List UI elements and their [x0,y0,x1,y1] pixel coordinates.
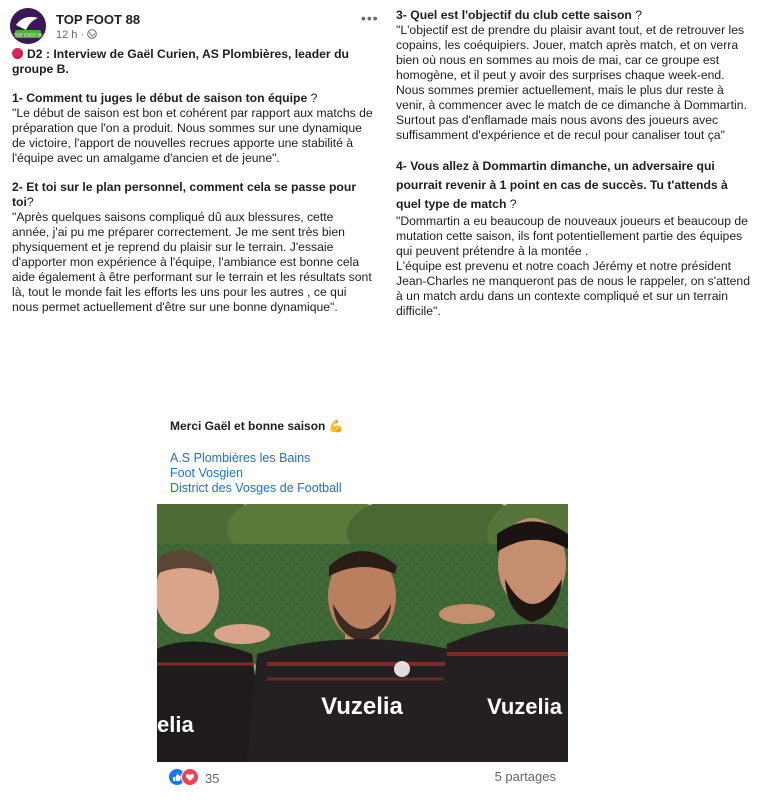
answer-1: "Le début de saison est bon et cohérent par rapport aux matchs de préparation que l'on a produit. Nous sommes sur une dynamique de victoire, l'apport de nouvelles recrues apporte une stabilité à l'équipe avec un amalgame d'ancien et de jeune". [12,106,373,165]
question-4 [396,157,754,214]
intro-text: : Interview de Gaël Curien, AS Plombières, leader du groupe B. [12,47,349,76]
question-4-mark: ? [506,197,517,211]
question-1-mark: ? [307,91,318,105]
shares-count[interactable]: 5 partages [494,769,556,784]
tag-links [170,451,342,496]
link-district-vosges[interactable]: District des Vosges de Football [170,481,342,495]
reaction-count[interactable]: 35 [205,771,220,786]
post-time[interactable]: 12 h · [56,29,88,41]
sponsor-logo-left: elia [157,712,194,737]
page-name[interactable]: TOP FOOT 88 [56,12,141,27]
page-avatar[interactable] [10,8,46,44]
post-text-left [12,47,374,315]
avatar-label: TOP FOOT 88 [13,32,43,38]
globe-icon [87,29,97,41]
link-foot-vosgien[interactable]: Foot Vosgien [170,466,243,480]
red-circle-icon [12,48,23,59]
intro-line [12,47,374,77]
thanks-text: Merci Gaël et bonne saison [170,419,329,433]
link-as-plombieres[interactable]: A.S Plombières les Bains [170,451,311,465]
love-icon [181,768,199,786]
flexed-biceps-icon: 💪 [328,419,344,433]
sponsor-logo-right: Vuzelia [487,694,562,719]
answer-4a: "Dommartin a eu beaucoup de nouveaux joueurs et beaucoup de mutation cette saison, ils font potentiellement partie des équipes qui peuvent prétendre à la montée . [396,214,748,258]
question-1 [12,91,374,106]
question-4-text: 4- Vous allez à Dommartin dimanche, un adversaire qui pourrait revenir à 1 point en cas de succès. Tu t'attends à quel type de match [396,159,728,211]
question-3-mark: ? [631,8,643,22]
team-photo[interactable] [157,504,568,762]
answer-2: "Après quelques saisons compliqué dû aux blessures, cette année, j'ai pu me préparer correctement. Je me sent très bien physiquement et je reprend du plaisir sur le terrain. J'essaie d'apporter mon expérience à l'équipe, l'ambiance est bonne cela aide également à être performant sur le terrain et les résultats sont là, tout le monde fait les efforts les uns pour les autres , ce qui nous permet actuellement d'être sur une bonne dynamique". [12,210,372,314]
more-options-icon[interactable]: ••• [361,10,379,26]
question-2-mark: ? [26,195,34,209]
post-text-right [396,8,754,319]
question-3-text: 3- Quel est l'objectif du club cette saison [396,8,632,22]
division-label: D2 [27,47,43,61]
thanks-line [170,419,344,433]
sponsor-logo-center: Vuzelia [321,693,403,720]
post-header [10,8,379,44]
post-meta [56,29,97,41]
question-3 [396,8,754,23]
answer-3: "L'objectif est de prendre du plaisir avant tout, et de retrouver les copains, les coéquipiers. Jouer, match après match, et on verra bien où nous en sommes au mois de mai, car ce groupe est homogène, et il peut y avoir des surprises chaque week-end. Nous sommes premier actuellement, mais le plus dur reste à venir, à commencer avec le match de ce dimanche à Dommartin. Surtout pas d'enflamade mais nous avons des joueurs avec suffisamment d'expérience et de recul pour canaliser tout ça" [396,23,747,142]
post-footer [168,766,560,786]
answer-4b: L'équipe est prevenu et notre coach Jérémy et notre président Jean-Charles ne manqueront pas de nous le rappeler, on s'attend à un match ardu dans un contexte compliqué et sur un terrain difficile". [396,259,750,318]
question-2 [12,180,374,210]
question-1-text: 1- Comment tu juges le début de saison ton équipe [12,91,308,105]
question-2-text: 2- Et toi sur le plan personnel, comment cela se passe pour toi [12,180,357,209]
